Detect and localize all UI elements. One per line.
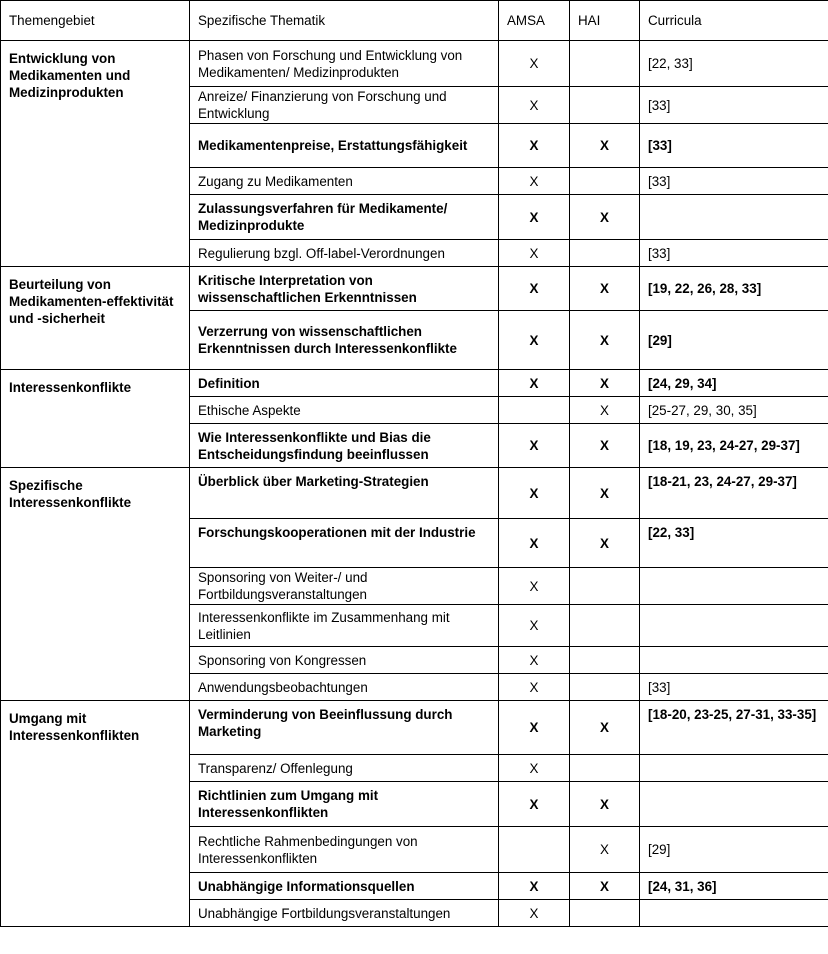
amsa-cell: X (499, 424, 570, 468)
thematik-cell: Definition (190, 370, 499, 397)
hai-cell (570, 168, 640, 195)
themengebiet-cell: Entwicklung von Medikamenten und Medizinprodukten (1, 41, 190, 267)
thematik-cell: Unabhängige Fortbildungsveranstaltungen (190, 900, 499, 927)
curricula-cell: [24, 29, 34] (640, 370, 828, 397)
amsa-cell: X (499, 755, 570, 782)
thematik-cell: Zulassungsverfahren für Medikamente/ Medizinprodukte (190, 195, 499, 240)
hai-cell (570, 240, 640, 267)
curricula-cell: [33] (640, 168, 828, 195)
amsa-cell: X (499, 674, 570, 701)
amsa-cell: X (499, 782, 570, 827)
amsa-cell: X (499, 311, 570, 370)
curricula-cell: [22, 33] (640, 41, 828, 87)
table-row (1, 370, 828, 397)
header-thematik: Spezifische Thematik (190, 1, 499, 41)
curricula-cell: [24, 31, 36] (640, 873, 828, 900)
header-curricula: Curricula (640, 1, 828, 41)
curricula-cell: [33] (640, 674, 828, 701)
hai-cell: X (570, 519, 640, 568)
amsa-cell: X (499, 240, 570, 267)
curricula-cell (640, 647, 828, 674)
hai-cell: X (570, 701, 640, 755)
amsa-cell: X (499, 900, 570, 927)
amsa-cell: X (499, 568, 570, 605)
curricula-cell: [18, 19, 23, 24-27, 29-37] (640, 424, 828, 468)
thematik-cell: Kritische Interpretation von wissenschaftlichen Erkenntnissen (190, 267, 499, 311)
hai-cell: X (570, 370, 640, 397)
header-row (1, 1, 828, 41)
curricula-cell: [25-27, 29, 30, 35] (640, 397, 828, 424)
hai-cell (570, 568, 640, 605)
amsa-cell: X (499, 124, 570, 168)
curricula-cell: [19, 22, 26, 28, 33] (640, 267, 828, 311)
curricula-cell: [29] (640, 827, 828, 873)
hai-cell: X (570, 468, 640, 519)
amsa-cell: X (499, 267, 570, 311)
curricula-cell (640, 755, 828, 782)
curricula-cell: [18-21, 23, 24-27, 29-37] (640, 468, 828, 519)
amsa-cell: X (499, 168, 570, 195)
thematik-cell: Rechtliche Rahmenbedingungen von Interessenkonflikten (190, 827, 499, 873)
header-hai: HAI (570, 1, 640, 41)
amsa-cell: X (499, 87, 570, 124)
thematik-cell: Überblick über Marketing-Strategien (190, 468, 499, 519)
table-row (1, 267, 828, 311)
thematik-cell: Ethische Aspekte (190, 397, 499, 424)
table-row (1, 41, 828, 87)
curricula-cell: [33] (640, 240, 828, 267)
thematik-cell: Medikamentenpreise, Erstattungsfähigkeit (190, 124, 499, 168)
table-row (1, 701, 828, 755)
amsa-cell: X (499, 195, 570, 240)
amsa-cell: X (499, 873, 570, 900)
thematik-cell: Anwendungsbeobachtungen (190, 674, 499, 701)
thematik-cell: Sponsoring von Weiter-/ und Fortbildungsveranstaltungen (190, 568, 499, 605)
header-amsa: AMSA (499, 1, 570, 41)
hai-cell: X (570, 424, 640, 468)
header-themengebiet: Themengebiet (1, 1, 190, 41)
thematik-cell: Unabhängige Informationsquellen (190, 873, 499, 900)
curricula-cell: [33] (640, 87, 828, 124)
curricula-cell (640, 605, 828, 647)
hai-cell: X (570, 397, 640, 424)
curricula-cell (640, 195, 828, 240)
themengebiet-cell: Umgang mit Interessenkonflikten (1, 701, 190, 927)
curricula-cell (640, 568, 828, 605)
themengebiet-cell: Interessenkonflikte (1, 370, 190, 468)
hai-cell: X (570, 782, 640, 827)
hai-cell: X (570, 195, 640, 240)
thematik-cell: Zugang zu Medikamenten (190, 168, 499, 195)
amsa-cell (499, 397, 570, 424)
table-row (1, 468, 828, 519)
thematik-cell: Richtlinien zum Umgang mit Interessenkonflikten (190, 782, 499, 827)
thematik-cell: Verzerrung von wissenschaftlichen Erkenntnissen durch Interessenkonflikte (190, 311, 499, 370)
hai-cell: X (570, 827, 640, 873)
amsa-cell: X (499, 370, 570, 397)
amsa-cell: X (499, 647, 570, 674)
hai-cell (570, 674, 640, 701)
thematik-cell: Regulierung bzgl. Off-label-Verordnungen (190, 240, 499, 267)
themengebiet-cell: Spezifische Interessenkonflikte (1, 468, 190, 701)
hai-cell (570, 900, 640, 927)
thematik-cell: Wie Interessenkonflikte und Bias die Entscheidungsfindung beeinflussen (190, 424, 499, 468)
table-body (1, 41, 828, 927)
amsa-cell: X (499, 41, 570, 87)
amsa-cell: X (499, 468, 570, 519)
thematik-cell: Forschungskooperationen mit der Industrie (190, 519, 499, 568)
hai-cell: X (570, 311, 640, 370)
hai-cell (570, 41, 640, 87)
curricula-cell: [33] (640, 124, 828, 168)
thematik-cell: Verminderung von Beeinflussung durch Marketing (190, 701, 499, 755)
curricula-cell (640, 900, 828, 927)
hai-cell: X (570, 267, 640, 311)
themengebiet-cell: Beurteilung von Medikamenten-effektivität und -sicherheit (1, 267, 190, 370)
thematik-cell: Interessenkonflikte im Zusammenhang mit Leitlinien (190, 605, 499, 647)
hai-cell: X (570, 124, 640, 168)
amsa-cell: X (499, 519, 570, 568)
thematik-cell: Anreize/ Finanzierung von Forschung und Entwicklung (190, 87, 499, 124)
amsa-cell: X (499, 701, 570, 755)
thematik-cell: Sponsoring von Kongressen (190, 647, 499, 674)
hai-cell (570, 87, 640, 124)
curricula-cell: [22, 33] (640, 519, 828, 568)
amsa-cell (499, 827, 570, 873)
hai-cell (570, 647, 640, 674)
hai-cell (570, 755, 640, 782)
thematik-cell: Transparenz/ Offenlegung (190, 755, 499, 782)
curricula-cell: [29] (640, 311, 828, 370)
thematik-cell: Phasen von Forschung und Entwicklung von Medikamenten/ Medizinprodukten (190, 41, 499, 87)
curricula-cell (640, 782, 828, 827)
hai-cell: X (570, 873, 640, 900)
curricula-cell: [18-20, 23-25, 27-31, 33-35] (640, 701, 828, 755)
amsa-cell: X (499, 605, 570, 647)
hai-cell (570, 605, 640, 647)
